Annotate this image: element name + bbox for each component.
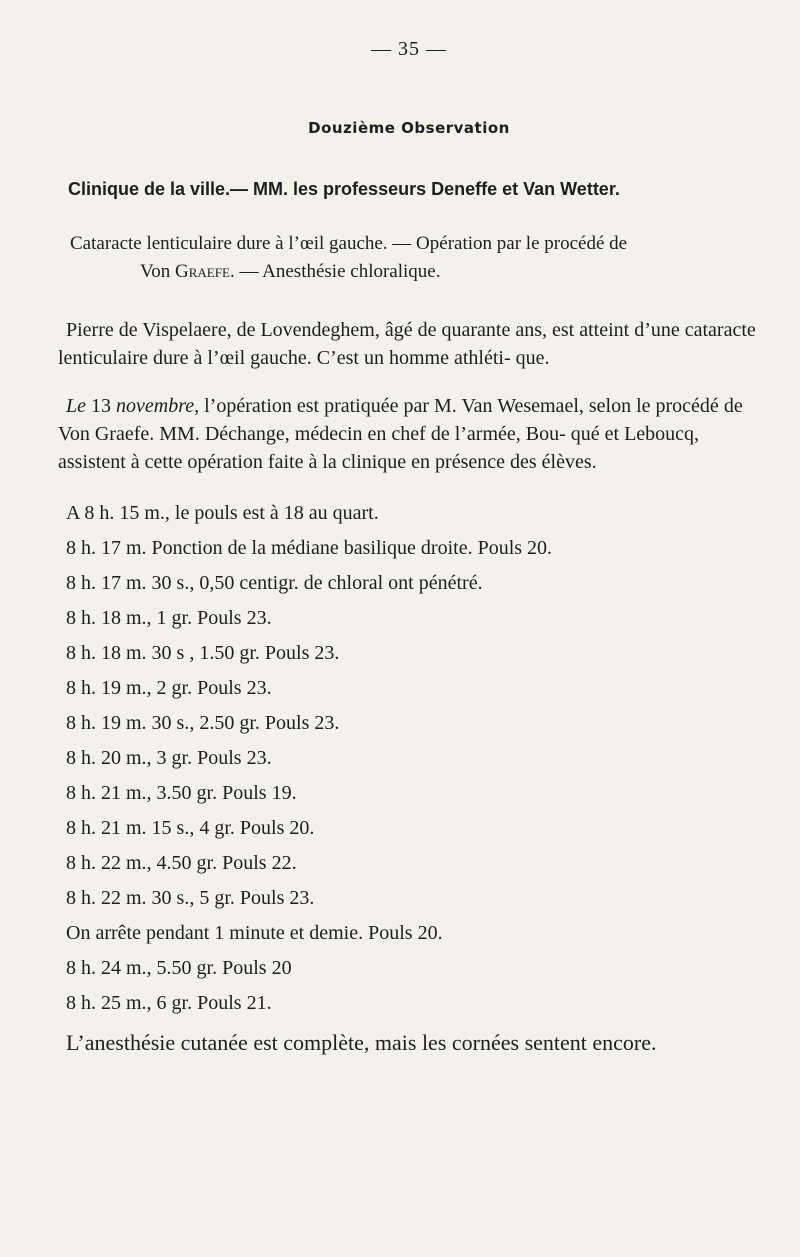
timeline-entry: On arrête pendant 1 minute et demie. Pouls 20. [66, 922, 443, 944]
timeline-entry: 8 h. 18 m. 30 s , 1.50 gr. Pouls 23. [66, 642, 340, 664]
clinic-heading: Clinique de la ville.— MM. les professeurs Deneffe et Van Wetter. [68, 179, 620, 199]
patient-paragraph: Pierre de Vispelaere, de Lovendeghem, âgé de quarante ans, est atteint d’une cataracte lenticulaire dure à l’œil gauche. C’est un homme athléti- que. [58, 319, 756, 369]
timeline-entry: 8 h. 19 m. 30 s., 2.50 gr. Pouls 23. [66, 712, 340, 734]
date-day: 13 [86, 395, 116, 417]
date-month: novembre [116, 395, 195, 417]
summary-line-1: Cataracte lenticulaire dure à l’œil gauche. — Opération par le procédé de [70, 233, 628, 254]
timeline-entry: 8 h. 21 m. 15 s., 4 gr. Pouls 20. [66, 817, 315, 839]
operation-paragraph [58, 392, 760, 476]
timeline-entry: 8 h. 17 m. Ponction de la médiane basilique droite. Pouls 20. [66, 537, 553, 559]
timeline-entry: A 8 h. 15 m., le pouls est à 18 au quart. [66, 502, 379, 524]
timeline-list [58, 496, 760, 1021]
operation-text: , l’opération est pratiquée par M. Van Wesemael, selon le procédé de Von Graefe. MM. Déchange, médecin en chef de l’armée, Bou- qué et Leboucq, assistent à cette opération faite à la clinique en présence des élèves. [58, 395, 743, 473]
timeline-entry: 8 h. 25 m., 6 gr. Pouls 21. [66, 992, 272, 1014]
observation-title: Douzième Observation [308, 119, 510, 137]
timeline-entry: 8 h. 21 m., 3.50 gr. Pouls 19. [66, 782, 297, 804]
final-line: L’anesthésie cutanée est complète, mais les cornées sentent encore. [66, 1030, 657, 1055]
timeline-entry: 8 h. 17 m. 30 s., 0,50 centigr. de chloral ont pénétré. [66, 572, 483, 594]
timeline-entry: 8 h. 22 m., 4.50 gr. Pouls 22. [66, 852, 297, 874]
date-prefix: Le [66, 395, 86, 417]
case-summary [58, 230, 760, 286]
timeline-entry: 8 h. 22 m. 30 s., 5 gr. Pouls 23. [66, 887, 315, 909]
surgeon-name: Graefe [175, 261, 230, 282]
summary-line-2 [58, 258, 760, 286]
timeline-entry: 8 h. 18 m., 1 gr. Pouls 23. [66, 607, 272, 629]
summary-line-2-suffix: . — Anesthésie chloralique. [229, 261, 441, 282]
timeline-entry: 8 h. 19 m., 2 gr. Pouls 23. [66, 677, 272, 699]
summary-line-2-prefix: Von [140, 261, 176, 282]
timeline-entry: 8 h. 20 m., 3 gr. Pouls 23. [66, 747, 272, 769]
page-number: — 35 — [371, 38, 447, 60]
timeline-entry: 8 h. 24 m., 5.50 gr. Pouls 20 [66, 957, 292, 979]
